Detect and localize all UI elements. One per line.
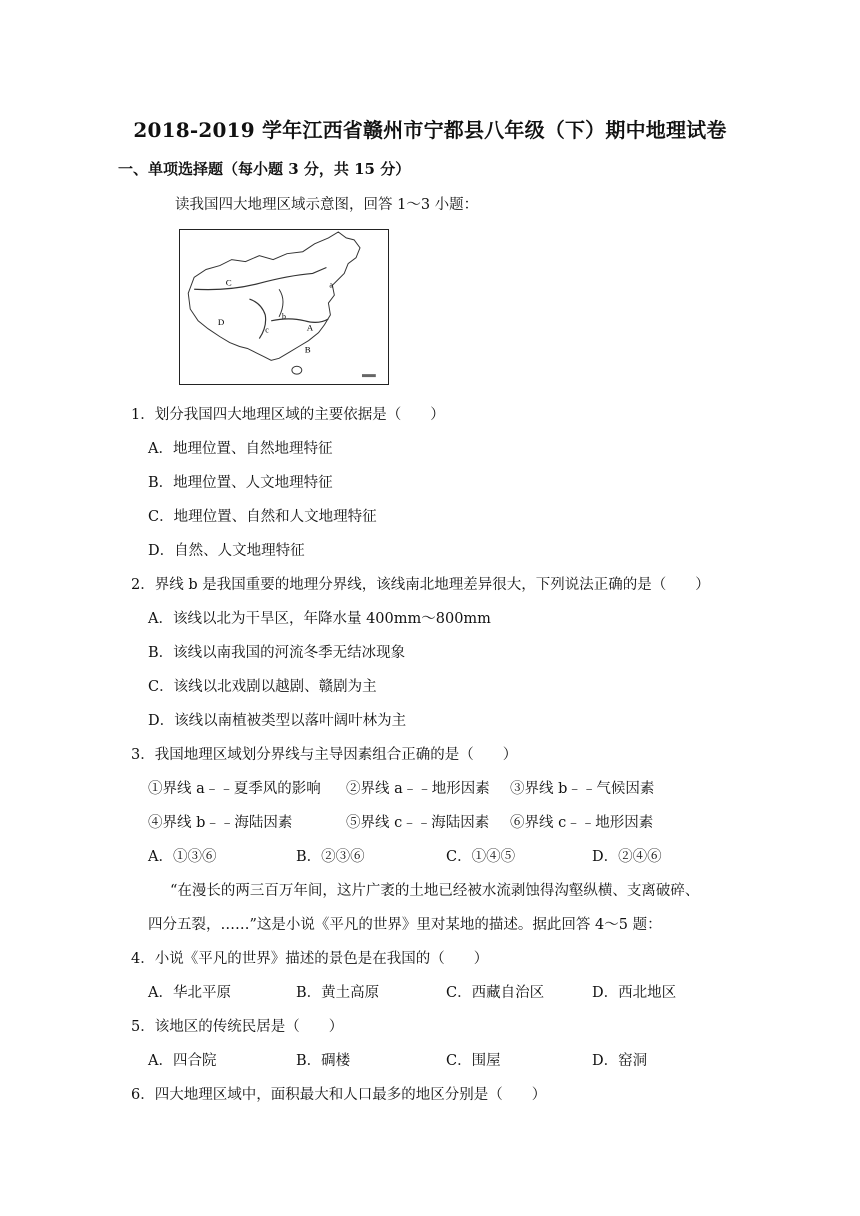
question-3-item-3: ③界线 b﹣﹣气候因素	[510, 781, 655, 797]
map-label-B: B	[304, 344, 311, 355]
question-5-option-d[interactable]: D．窑洞	[592, 1053, 648, 1069]
question-2-option-b[interactable]: B．该线以南我国的河流冬季无结冰现象	[148, 645, 406, 661]
question-4-stem: 4．小说《平凡的世界》描述的景色是在我国的（ ）	[131, 951, 489, 967]
question-1-option-d[interactable]: D．自然、人文地理特征	[148, 543, 305, 559]
question-3-item-4: ④界线 b﹣﹣海陆因素	[148, 815, 293, 831]
question-3-item-6: ⑥界线 c﹣﹣地形因素	[510, 815, 654, 831]
map-drawing	[180, 230, 388, 384]
question-1-option-c[interactable]: C．地理位置、自然和人文地理特征	[148, 509, 377, 525]
question-1-option-b[interactable]: B．地理位置、人文地理特征	[148, 475, 333, 491]
question-2-stem: 2．界线 b 是我国重要的地理分界线，该线南北地理差异很大，下列说法正确的是（ ）	[131, 577, 710, 593]
question-4-option-b[interactable]: B．黄土高原	[296, 985, 380, 1001]
question-2-option-c[interactable]: C．该线以北戏剧以越剧、赣剧为主	[148, 679, 377, 695]
question-3-item-1: ①界线 a﹣﹣夏季风的影响	[148, 781, 321, 797]
question-3-stem: 3．我国地理区域划分界线与主导因素组合正确的是（ ）	[131, 747, 518, 763]
map-label-c: c	[265, 325, 269, 335]
china-regions-map	[179, 229, 389, 385]
question-1-stem: 1．划分我国四大地理区域的主要依据是（ ）	[131, 407, 445, 423]
question-4-option-d[interactable]: D．西北地区	[592, 985, 677, 1001]
question-2-option-d[interactable]: D．该线以南植被类型以落叶阔叶林为主	[148, 713, 407, 729]
map-label-a: a	[329, 280, 333, 290]
question-5-option-a[interactable]: A．四合院	[148, 1053, 217, 1069]
question-1-option-a[interactable]: A．地理位置、自然地理特征	[148, 441, 333, 457]
passage-line-1: “在漫长的两三百万年间，这片广袤的土地已经被水流剥蚀得沟壑纵横、支离破碎、	[170, 883, 700, 899]
map-label-D: D	[217, 316, 225, 327]
passage-line-2: 四分五裂，……”这是小说《平凡的世界》里对某地的描述。据此回答 4～5 题：	[148, 917, 662, 933]
map-label-b: b	[282, 311, 286, 321]
question-3-option-d[interactable]: D．②④⑥	[592, 849, 662, 865]
paper-title: 2018-2019 学年江西省赣州市宁都县八年级（下）期中地理试卷	[133, 118, 727, 142]
question-2-option-a[interactable]: A．该线以北为干旱区，年降水量 400mm～800mm	[148, 611, 491, 627]
map-label-C: C	[225, 277, 232, 288]
question-3-option-a[interactable]: A．①③⑥	[148, 849, 217, 865]
question-3-option-c[interactable]: C．①④⑤	[446, 849, 516, 865]
question-5-stem: 5．该地区的传统民居是（ ）	[131, 1019, 344, 1035]
question-5-option-b[interactable]: B．碉楼	[296, 1053, 351, 1069]
question-6-stem: 6．四大地理区域中，面积最大和人口最多的地区分别是（ ）	[131, 1087, 547, 1103]
question-4-option-c[interactable]: C．西藏自治区	[446, 985, 545, 1001]
question-3-item-2: ②界线 a﹣﹣地形因素	[346, 781, 490, 797]
section-heading: 一、单项选择题（每小题 3 分，共 15 分）	[118, 160, 411, 178]
question-3-option-b[interactable]: B．②③⑥	[296, 849, 365, 865]
map-label-A: A	[306, 322, 314, 333]
intro-text: 读我国四大地理区域示意图，回答 1～3 小题：	[175, 197, 479, 213]
question-4-option-a[interactable]: A．华北平原	[148, 985, 231, 1001]
question-3-item-5: ⑤界线 c﹣﹣海陆因素	[346, 815, 490, 831]
question-5-option-c[interactable]: C．围屋	[446, 1053, 501, 1069]
